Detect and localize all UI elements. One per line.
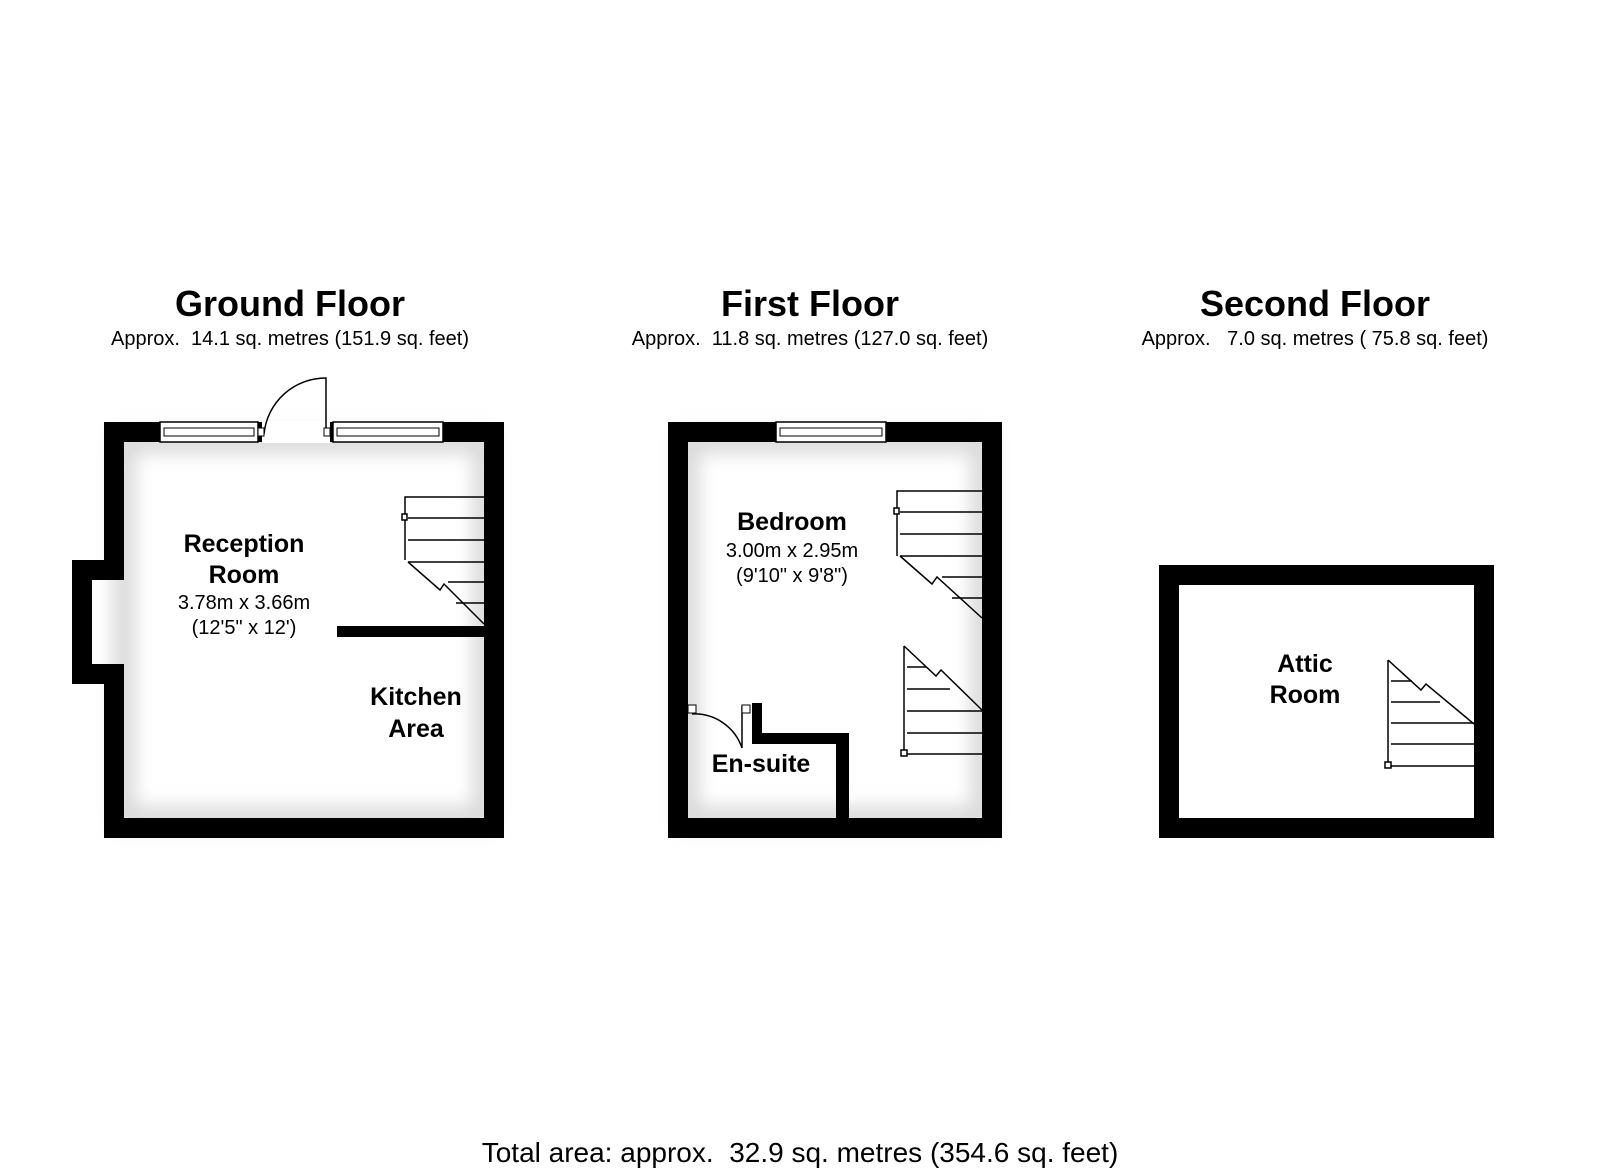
second-floor-plan bbox=[1159, 565, 1494, 838]
bedroom-dimensions-imperial: (9'10" x 9'8") bbox=[736, 565, 848, 587]
reception-room-label-2: Room bbox=[208, 561, 280, 589]
window-icon bbox=[333, 422, 443, 442]
staircase-icon bbox=[1385, 660, 1474, 768]
attic-room-label-2: Room bbox=[1269, 681, 1341, 709]
reception-room-dimensions-imperial: (12'5" x 12') bbox=[191, 617, 297, 639]
window-icon bbox=[776, 422, 886, 442]
staircase-icon bbox=[901, 646, 982, 756]
bedroom-label: Bedroom bbox=[737, 508, 847, 536]
ground-floor-area: Approx. 14.1 sq. metres (151.9 sq. feet) bbox=[111, 328, 469, 350]
bedroom-dimensions: 3.00m x 2.95m bbox=[725, 540, 859, 562]
attic-room-label: Attic bbox=[1277, 650, 1333, 678]
window-icon bbox=[160, 422, 258, 442]
staircase-icon bbox=[894, 491, 982, 618]
en-suite-label: En-suite bbox=[711, 750, 811, 778]
first-floor-area: Approx. 11.8 sq. metres (127.0 sq. feet) bbox=[631, 328, 989, 350]
first-floor-plan bbox=[668, 422, 1002, 838]
kitchen-area-label: Kitchen bbox=[370, 683, 462, 711]
ground-floor-plan bbox=[72, 378, 504, 838]
staircase-icon bbox=[402, 497, 484, 624]
second-floor-area: Approx. 7.0 sq. metres ( 75.8 sq. feet) bbox=[1141, 328, 1489, 350]
first-floor-title: First Floor bbox=[721, 283, 899, 324]
second-floor-title: Second Floor bbox=[1199, 283, 1430, 324]
kitchen-area-label-2: Area bbox=[388, 715, 444, 743]
kitchen-partition-wall bbox=[337, 626, 484, 637]
ground-floor-title: Ground Floor bbox=[175, 283, 405, 324]
door-swing-icon bbox=[692, 706, 742, 748]
reception-room-dimensions: 3.78m x 3.66m bbox=[177, 592, 311, 614]
total-area: Total area: approx. 32.9 sq. metres (354.6 sq. feet) bbox=[481, 1137, 1119, 1168]
reception-room-label: Reception bbox=[183, 530, 305, 558]
